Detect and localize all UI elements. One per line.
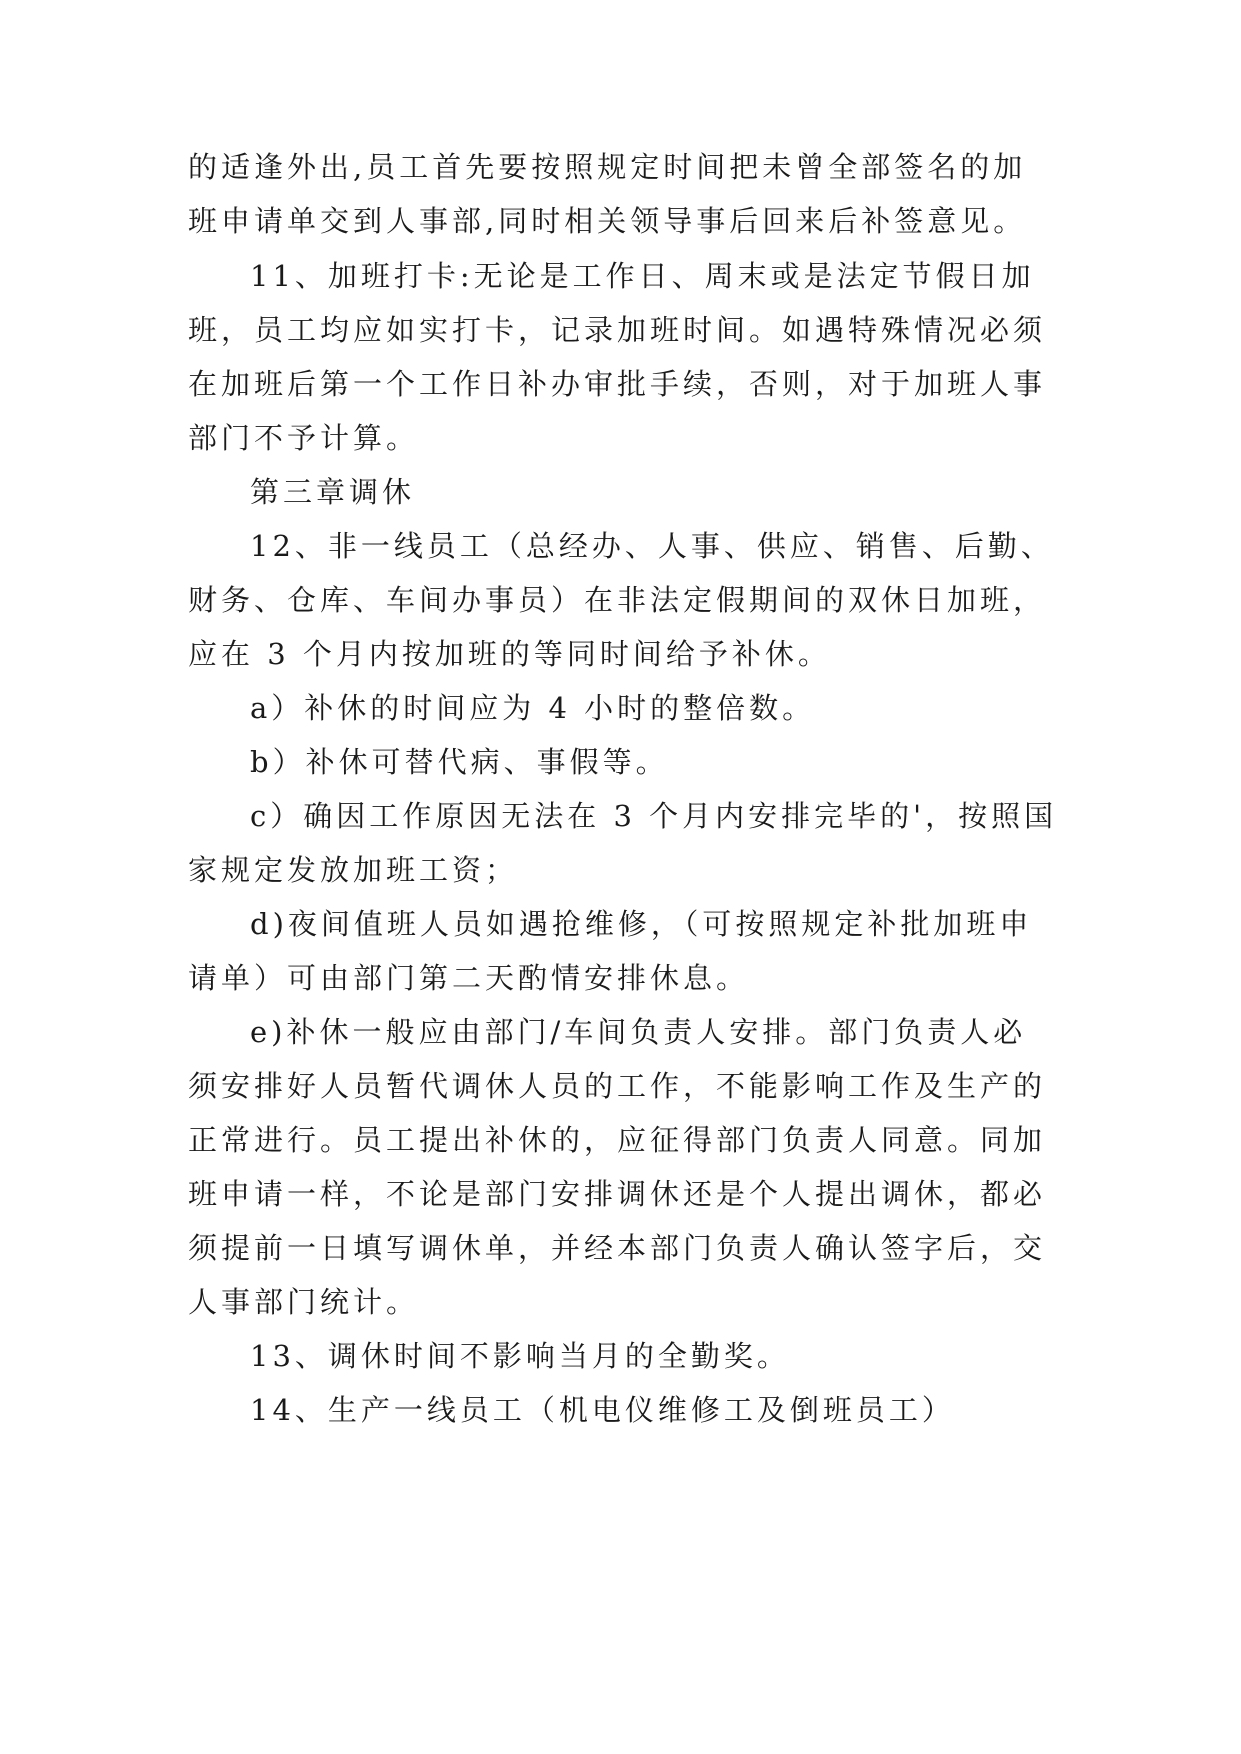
- item-d: d)夜间值班人员如遇抢维修，（可按照规定补批加班申: [250, 907, 1033, 941]
- text-line: 部门不予计算。: [188, 421, 420, 455]
- text-line: 须安排好人员暂代调休人员的工作，不能影响工作及生产的: [188, 1069, 1047, 1103]
- text-line: 在加班后第一个工作日补办审批手续，否则，对于加班人事: [188, 367, 1047, 401]
- item-a: a）补休的时间应为 4 小时的整倍数。: [250, 691, 816, 725]
- text-line: 的适逢外出,员工首先要按照规定时间把未曾全部签名的加: [188, 150, 1027, 184]
- text-line: 班，员工均应如实打卡，记录加班时间。如遇特殊情况必须: [188, 313, 1047, 347]
- paragraph-13: 13、调休时间不影响当月的全勤奖。: [250, 1339, 790, 1373]
- text-line: 应在 3 个月内按加班的等同时间给予补休。: [188, 637, 831, 671]
- paragraph-11-start: 11、加班打卡:无论是工作日、周末或是法定节假日加: [250, 259, 1035, 293]
- text-line: 正常进行。员工提出补休的，应征得部门负责人同意。同加: [188, 1123, 1047, 1157]
- text-line: 须提前一日填写调休单，并经本部门负责人确认签字后，交: [188, 1231, 1047, 1265]
- paragraph-14: 14、生产一线员工（机电仪维修工及倒班员工）: [250, 1393, 955, 1427]
- text-line: 财务、仓库、车间办事员）在非法定假期间的双休日加班，: [188, 583, 1047, 617]
- text-line: 人事部门统计。: [188, 1285, 420, 1319]
- text-line: 家规定发放加班工资；: [188, 853, 519, 887]
- item-c: c）确因工作原因无法在 3 个月内安排完毕的'，按照国: [250, 799, 1058, 833]
- text-line: 班申请一样，不论是部门安排调休还是个人提出调休，都必: [188, 1177, 1047, 1211]
- chapter-heading: 第三章调休: [250, 475, 416, 509]
- item-e: e)补休一般应由部门/车间负责人安排。部门负责人必: [250, 1015, 1027, 1049]
- paragraph-12-start: 12、非一线员工（总经办、人事、供应、销售、后勤、: [250, 529, 1054, 563]
- text-line: 班申请单交到人事部,同时相关领导事后回来后补签意见。: [188, 204, 1027, 238]
- text-line: 请单）可由部门第二天酌情安排休息。: [188, 961, 750, 995]
- item-b: b）补休可替代病、事假等。: [250, 745, 669, 779]
